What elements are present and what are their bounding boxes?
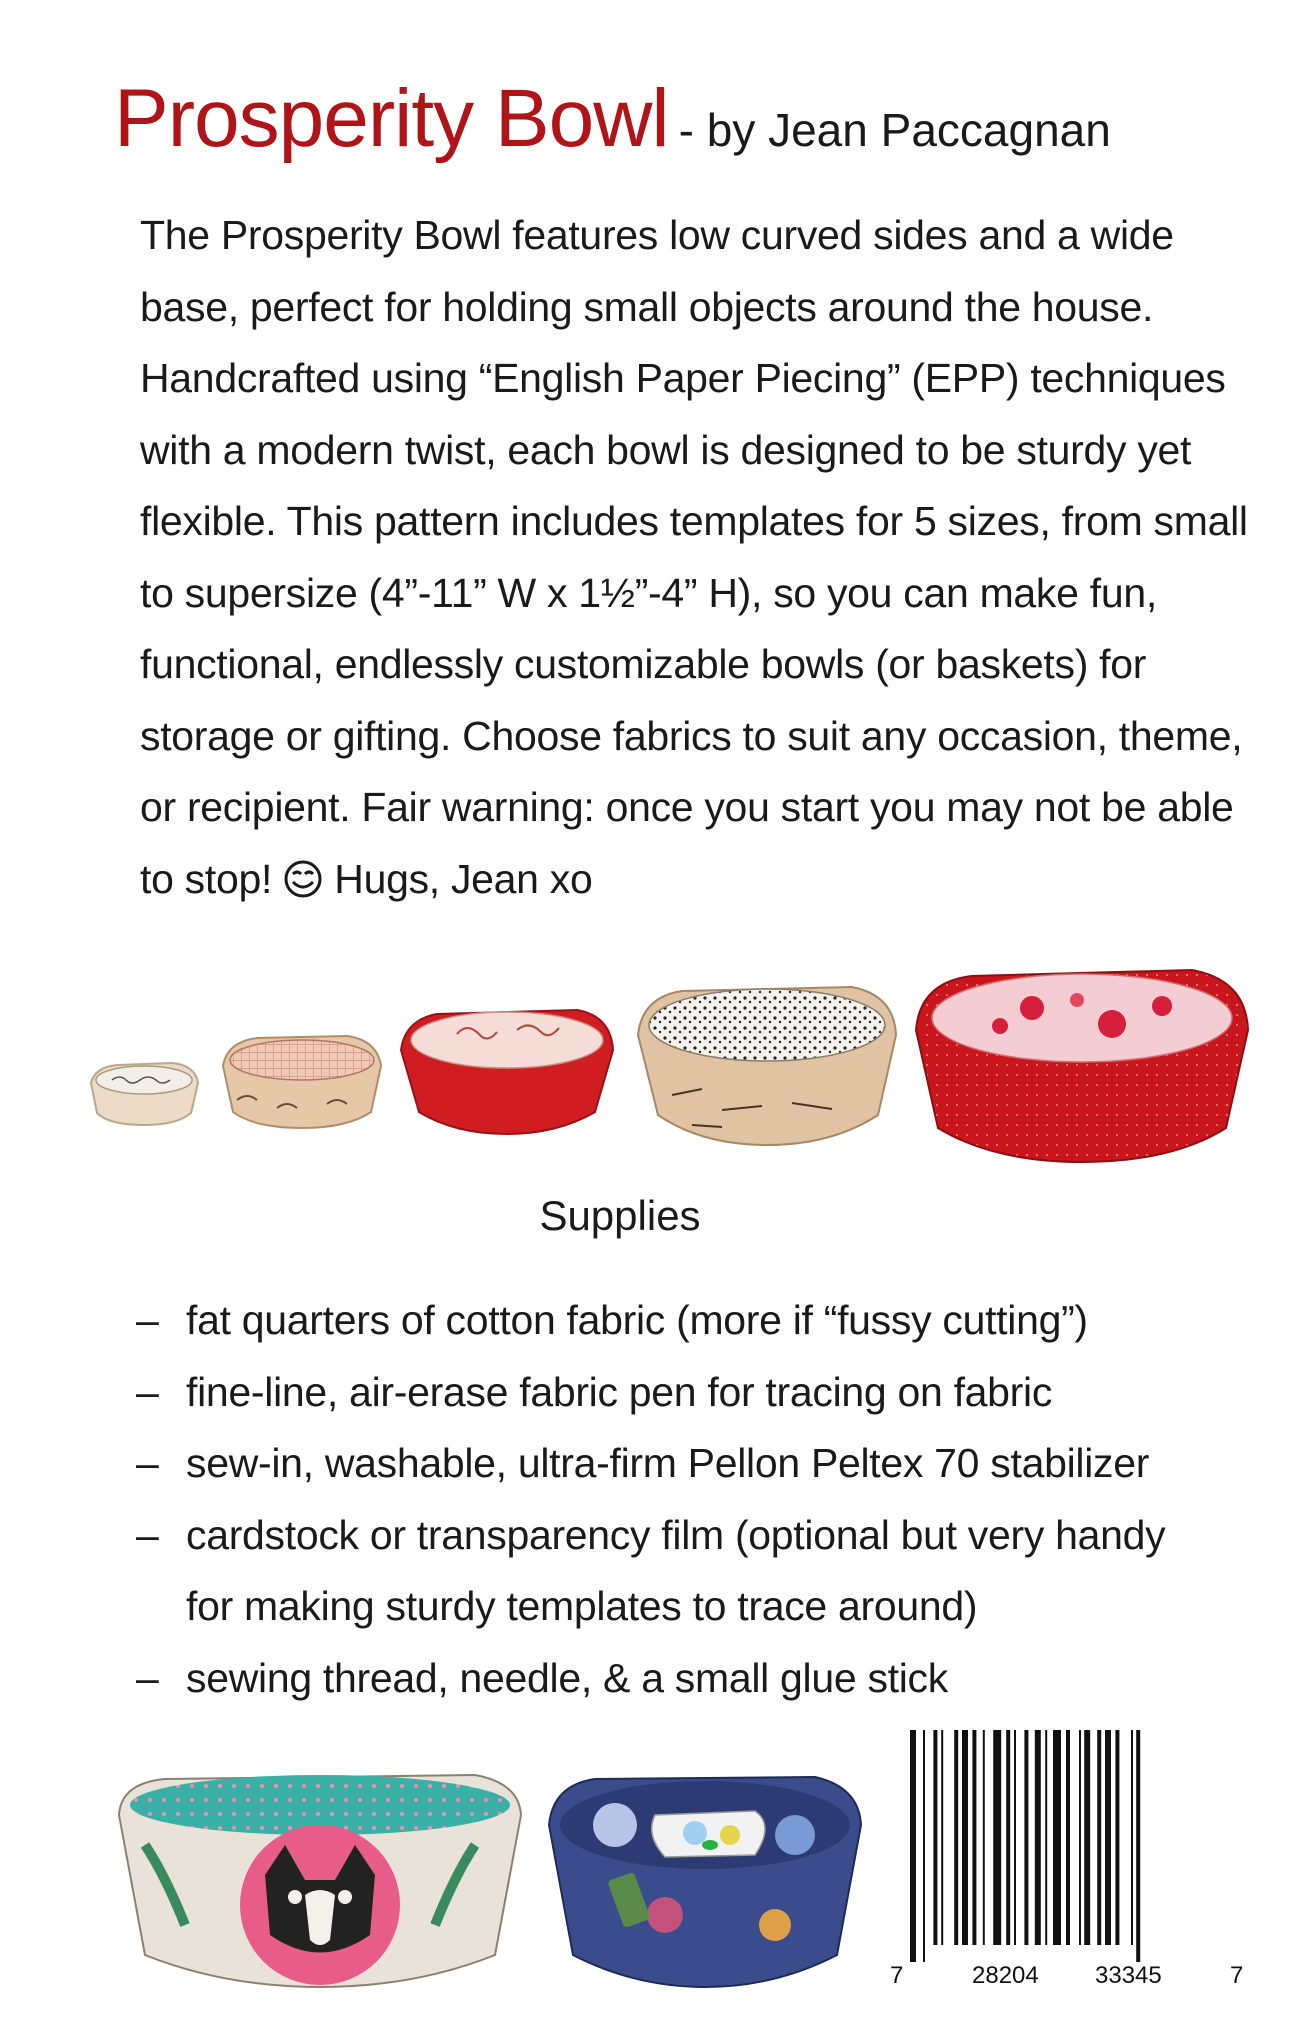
- supplies-heading: Supplies: [539, 1192, 701, 1239]
- bowl-image-s: [217, 1028, 387, 1133]
- list-item: – fine-line, air-erase fabric pen for tracing on fabric: [136, 1357, 1276, 1429]
- list-item: – sewing thread, needle, & a small glue stick: [136, 1643, 1276, 1715]
- floral-bowl-image: [545, 1765, 865, 1990]
- description-signoff: Hugs, Jean xo: [334, 855, 593, 902]
- list-item: – fat quarters of cotton fabric (more if “fussy cutting”): [136, 1285, 1276, 1357]
- smiley-face-icon: [283, 859, 323, 899]
- bowl-image-m: [397, 1000, 617, 1140]
- list-item: – cardstock or transparency film (optional but very handy for making sturdy templates to trace around): [136, 1500, 1186, 1643]
- dog-bowl-image: [115, 1765, 525, 1990]
- barcode-leading-digit: 7: [890, 1962, 904, 1989]
- barcode-right-group: 33345: [1095, 1962, 1162, 1989]
- barcode-bars: [890, 1730, 1250, 1965]
- list-bullet: –: [136, 1654, 159, 1701]
- barcode: [890, 1730, 1250, 2000]
- description: [140, 200, 1270, 915]
- bowl-image-xl: [912, 960, 1252, 1165]
- bowl-image-xs: [87, 1055, 202, 1130]
- bowl-size-lineup: [82, 960, 1262, 1170]
- bowl-image-l: [632, 975, 902, 1150]
- supplies-list: [136, 1285, 1276, 1714]
- list-bullet: –: [136, 1511, 159, 1558]
- title-byline: - by Jean Paccagnan: [678, 104, 1111, 156]
- list-bullet: –: [136, 1368, 159, 1415]
- page-title: [114, 72, 1111, 166]
- list-bullet: –: [136, 1440, 159, 1486]
- title-main: Prosperity Bowl: [114, 73, 669, 164]
- barcode-trailing-digit: 7: [1230, 1962, 1244, 1989]
- barcode-left-group: 28204: [972, 1962, 1039, 1989]
- description-text: The Prosperity Bowl features low curved sides and a wide base, perfect for holding small objects around the house. Handcrafted using “English Paper Piecing” (EPP) techniques with a modern twist, each bowl is designed to be sturdy yet flexible. This pattern includes templates for 5 sizes, from small to supersize (4”-11” W x 1½”-4” H), so you can make fun, functional, endlessly customizable bowls (or baskets) for storage or gifting. Choose fabrics to suit any occasion, theme, or recipient. Fair warning: once you start you may not be able to stop!: [140, 212, 1248, 902]
- list-item: – sew-in, washable, ultra-firm Pellon Peltex 70 stabilizer: [136, 1428, 1276, 1500]
- list-bullet: –: [136, 1297, 159, 1343]
